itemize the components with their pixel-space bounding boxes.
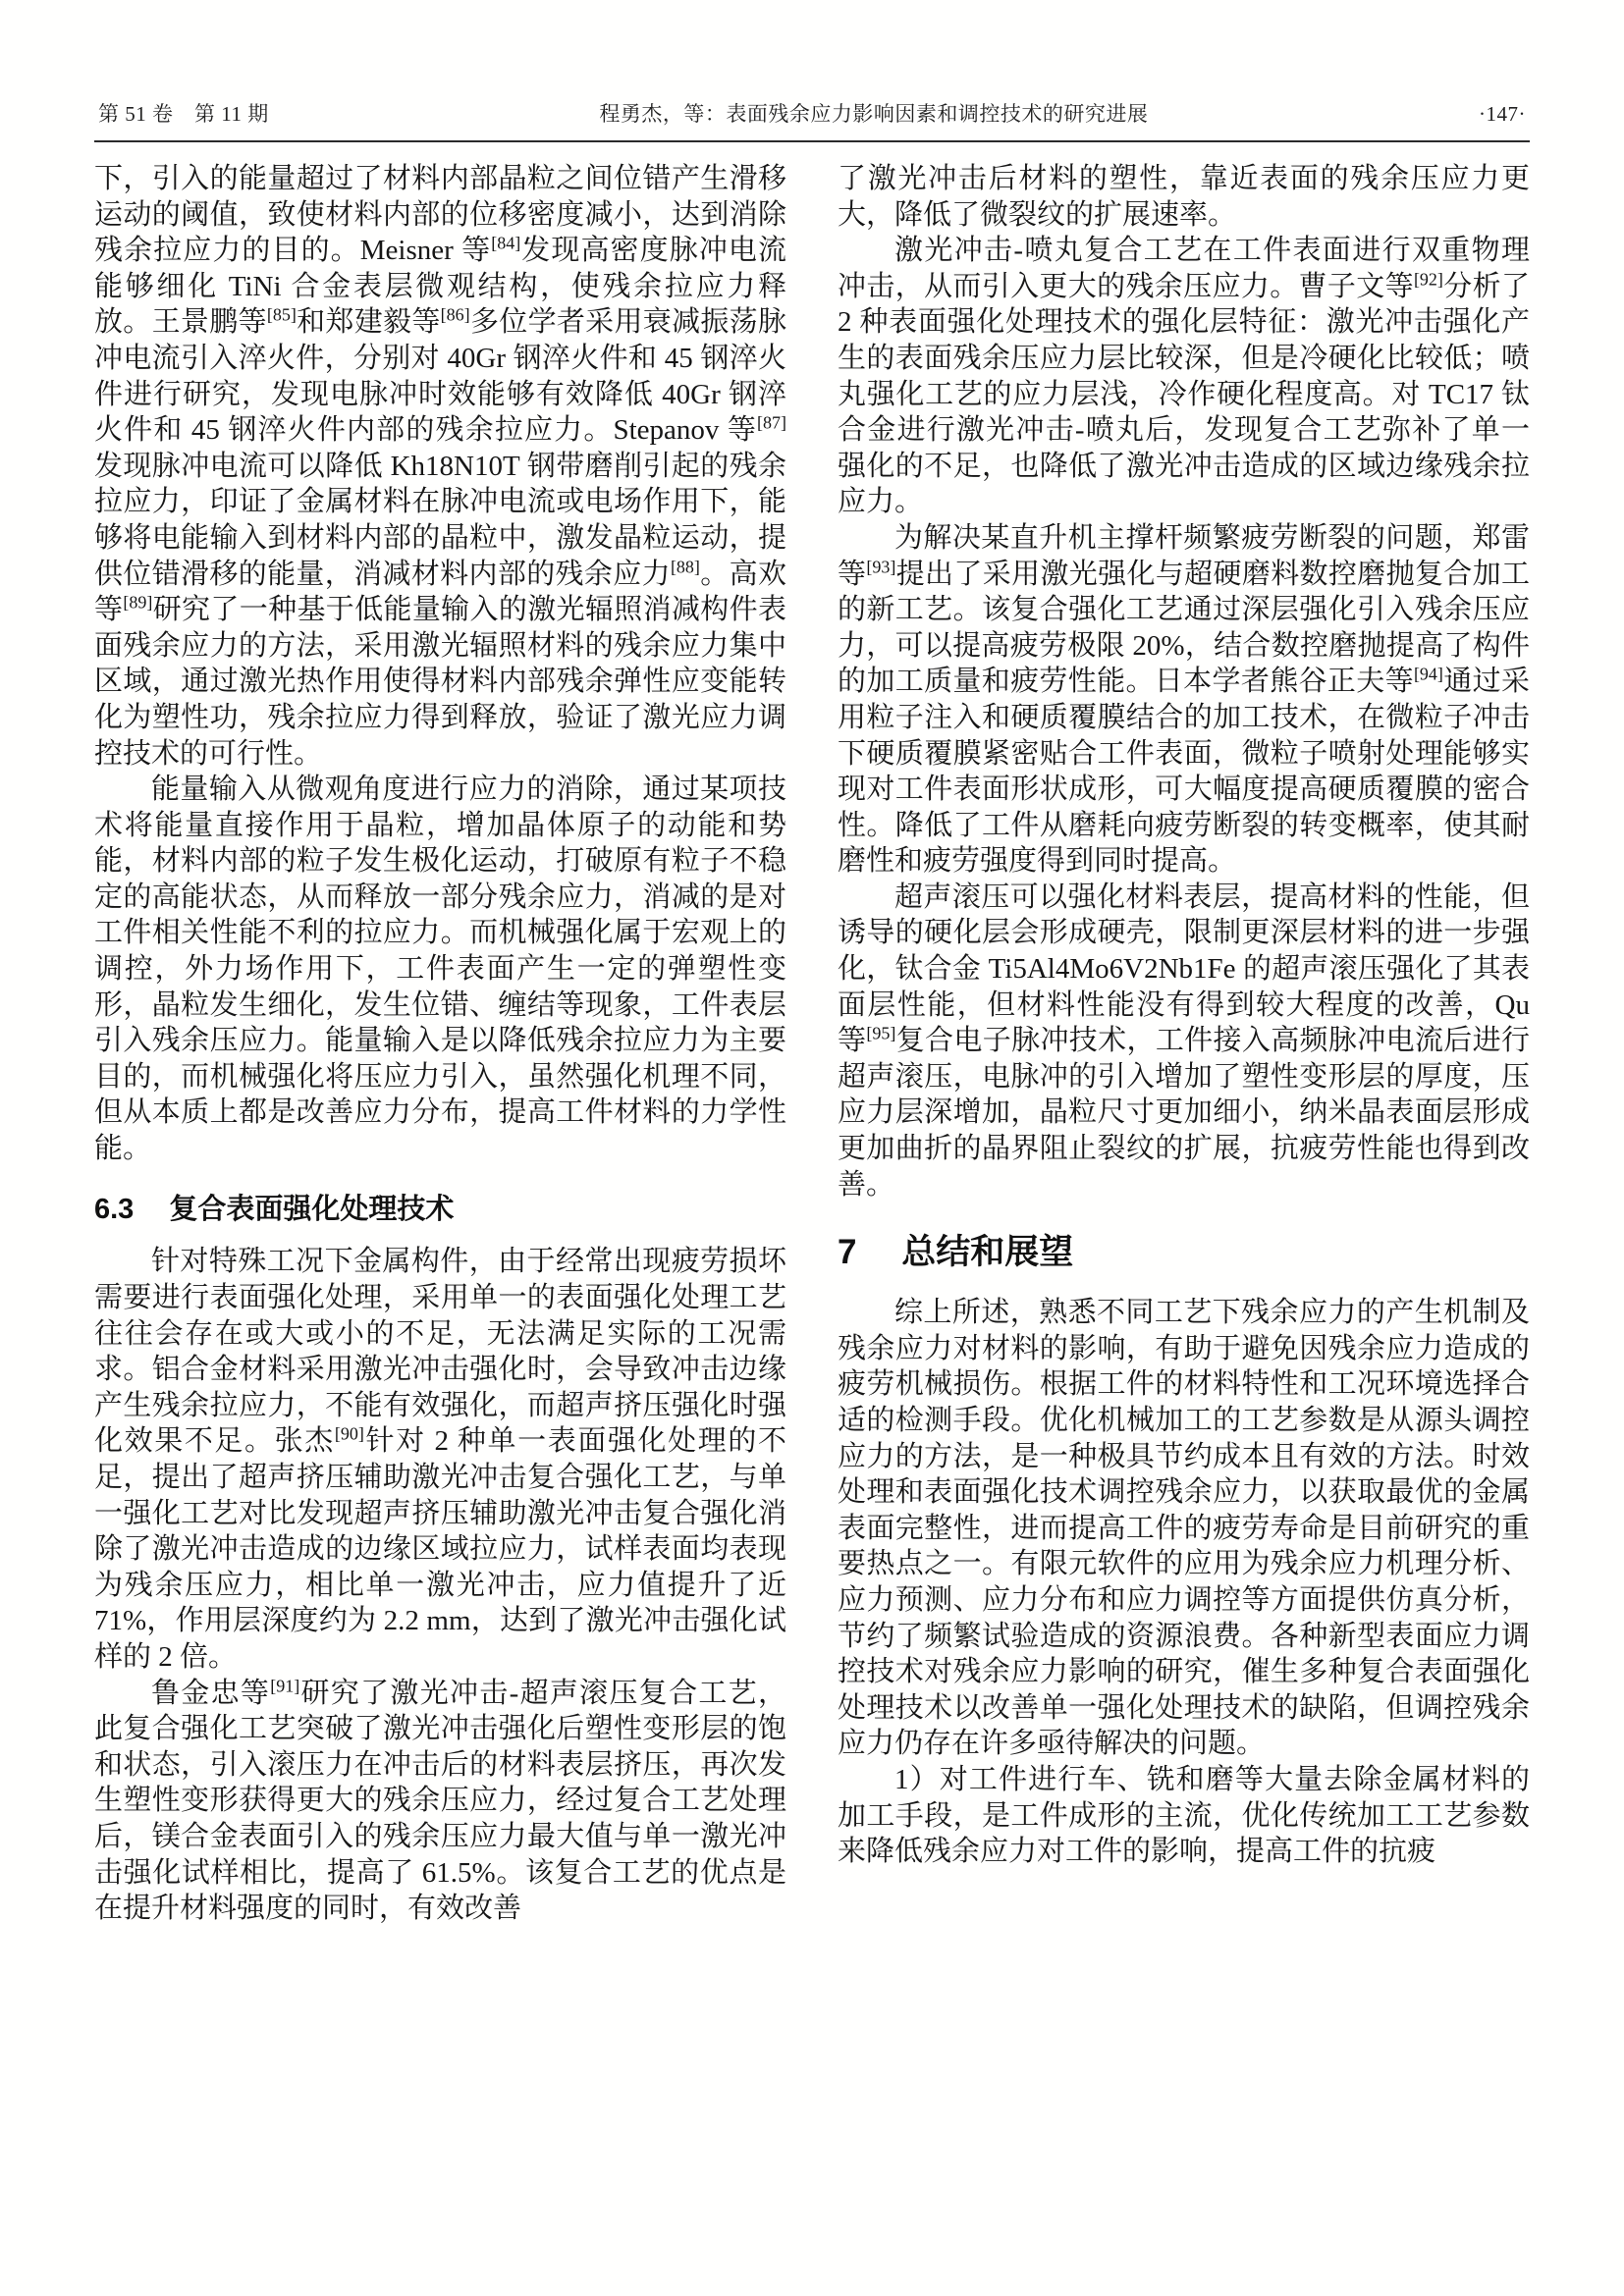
section-heading-6-3 (94, 1193, 786, 1227)
running-title: 程勇杰，等：表面残余应力影响因素和调控技术的研究进展 (599, 102, 1149, 126)
paragraph: 激光冲击-喷丸复合工艺在工件表面进行双重物理冲击，从而引入更大的残余压应力。曹子文等[92]分析了 2 种表面强化处理技术的强化层特征：激光冲击强化产生的表面残余压应力层比较深，但是冷硬化比较低；喷丸强化工艺的应力层浅，冷作硬化程度高。对 TC17 钛合金进行激光冲击-喷丸后，发现复合工艺弥补了单一强化的不足，也降低了激光冲击造成的区域边缘残余拉应力。 (838, 235, 1530, 518)
volume-issue: 第 51 卷 第 11 期 (98, 102, 269, 126)
left-column (94, 161, 786, 1927)
section-number: 6.3 (94, 1193, 135, 1225)
paragraph: 超声滚压可以强化材料表层，提高材料的性能，但诱导的硬化层会形成硬壳，限制更深层材料的进一步强化，钛合金 Ti5Al4Mo6V2Nb1Fe 的超声滚压强化了其表面层性能，但材料性能没有得到较大程度的改善，Qu 等[95]复合电子脉冲技术，工件接入高频脉冲电流后进行超声滚压，电脉冲的引入增加了塑性变形层的厚度，压应力层深增加，晶粒尺寸更加细小，纳米晶表面层形成更加曲折的晶界阻止裂纹的扩展，抗疲劳性能也得到改善。 (838, 881, 1530, 1201)
paragraph: 为解决某直升机主撑杆频繁疲劳断裂的问题，郑雷等[93]提出了采用激光强化与超硬磨料数控磨抛复合加工的新工艺。该复合强化工艺通过深层强化引入残余压应力，可以提高疲劳极限 20%，结合数控磨抛提高了构件的加工质量和疲劳性能。日本学者熊谷正夫等[94]通过采用粒子注入和硬质覆膜结合的加工技术，在微粒子冲击下硬质覆膜紧密贴合工件表面，微粒子喷射处理能够实现对工件表面形状成形，可大幅度提高硬质覆膜的密合性。降低了工件从磨耗向疲劳断裂的转变概率，使其耐磨性和疲劳强度得到同时提高。 (838, 521, 1530, 878)
two-column-body (94, 161, 1530, 1927)
page-header (94, 98, 1530, 140)
section-number: 7 (838, 1233, 857, 1272)
page-number: ·147· (1479, 102, 1526, 126)
paragraph: 综上所述，熟悉不同工艺下残余应力的产生机制及残余应力对材料的影响，有助于避免因残余应力造成的疲劳机械损伤。根据工件的材料特性和工况环境选择合适的检测手段。优化机械加工的工艺参数是从源头调控应力的方法，是一种极具节约成本且有效的方法。时效处理和表面强化技术调控残余应力，以获取最优的金属表面完整性，进而提高工件的疲劳寿命是目前研究的重要热点之一。有限元软件的应用为残余应力机理分析、应力预测、应力分布和应力调控等方面提供仿真分析，节约了频繁试验造成的资源浪费。各种新型表面应力调控技术对残余应力影响的研究，催生多种复合表面强化处理技术以改善单一强化处理技术的缺陷，但调控残余应力仍存在许多亟待解决的问题。 (838, 1297, 1530, 1760)
paragraph: 鲁金忠等[91]研究了激光冲击-超声滚压复合工艺，此复合强化工艺突破了激光冲击强化后塑性变形层的饱和状态，引入滚压力在冲击后的材料表层挤压，再次发生塑性变形获得更大的残余压应力，经过复合工艺处理后，镁合金表面引入的残余压应力最大值与单一激光冲击强化试样相比，提高了 61.5%。该复合工艺的优点是在提升材料强度的同时，有效改善 (94, 1675, 786, 1925)
paragraph-continuation: 下，引入的能量超过了材料内部晶粒之间位错产生滑移运动的阈值，致使材料内部的位移密度减小，达到消除残余拉应力的目的。Meisner 等[84]发现高密度脉冲电流能够细化 TiNi 合金表层微观结构，使残余拉应力释放。王景鹏等[85]和郑建毅等[86]多位学者采用衰减振荡脉冲电流引入淬火件，分别对 40Gr 钢淬火件和 45 钢淬火件进行研究，发现电脉冲时效能够有效降低 40Gr 钢淬火件和 45 钢淬火件内部的残余拉应力。Stepanov 等[87]发现脉冲电流可以降低 Kh18N10T 钢带磨削引起的残余拉应力，印证了金属材料在脉冲电流或电场作用下，能够将电能输入到材料内部的晶粒中，激发晶粒运动，提供位错滑移的能量，消减材料内部的残余应力[88]。高欢等[89]研究了一种基于低能量输入的激光辐照消减构件表面残余应力的方法，采用激光辐照材料的残余应力集中区域，通过激光热作用使得材料内部残余弹性应变能转化为塑性功，残余拉应力得到释放，验证了激光应力调控技术的可行性。 (94, 163, 786, 770)
section-heading-7 (838, 1232, 1530, 1273)
right-column (838, 161, 1530, 1927)
section-title: 总结和展望 (901, 1233, 1074, 1272)
section-title: 复合表面强化处理技术 (169, 1193, 455, 1225)
header-rule (94, 140, 1530, 142)
paragraph-continuation: 了激光冲击后材料的塑性，靠近表面的残余压应力更大，降低了微裂纹的扩展速率。 (838, 163, 1530, 231)
paragraph: 针对特殊工况下金属构件，由于经常出现疲劳损坏需要进行表面强化处理，采用单一的表面强化处理工艺往往会存在或大或小的不足，无法满足实际的工况需求。铝合金材料采用激光冲击强化时，会导致冲击边缘产生残余拉应力，不能有效强化，而超声挤压强化时强化效果不足。张杰[90]针对 2 种单一表面强化处理的不足，提出了超声挤压辅助激光冲击复合强化工艺，与单一强化工艺对比发现超声挤压辅助激光冲击复合强化消除了激光冲击造成的边缘区域拉应力，试样表面均表现为残余压应力，相比单一激光冲击，应力值提升了近 71%，作用层深度约为 2.2 mm，达到了激光冲击强化试样的 2 倍。 (94, 1246, 786, 1673)
paragraph: 能量输入从微观角度进行应力的消除，通过某项技术将能量直接作用于晶粒，增加晶体原子的动能和势能，材料内部的粒子发生极化运动，打破原有粒子不稳定的高能状态，从而释放一部分残余应力，消减的是对工件相关性能不利的拉应力。而机械强化属于宏观上的调控，外力场作用下，工件表面产生一定的弹塑性变形，晶粒发生细化，发生位错、缠结等现象，工件表层引入残余压应力。能量输入是以降低残余拉应力为主要目的，而机械强化将压应力引入，虽然强化机理不同，但从本质上都是改善应力分布，提高工件材料的力学性能。 (94, 774, 786, 1165)
paragraph: 1）对工件进行车、铣和磨等大量去除金属材料的加工手段，是工件成形的主流，优化传统加工工艺参数来降低残余应力对工件的影响，提高工件的抗疲 (838, 1763, 1530, 1868)
